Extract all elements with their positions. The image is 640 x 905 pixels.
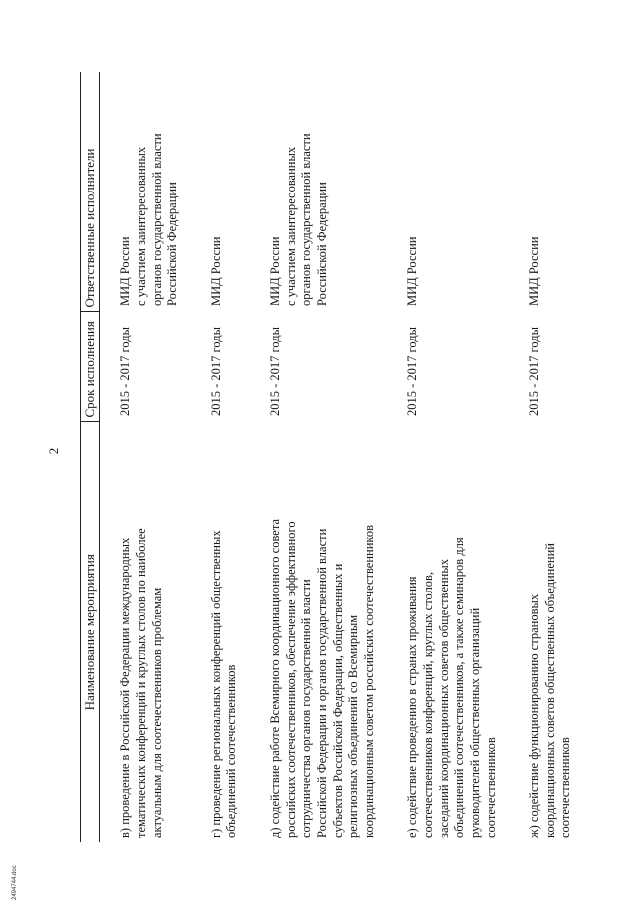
measures-table bbox=[80, 72, 584, 842]
executor-line: органов государственной власти bbox=[149, 133, 164, 306]
executor-line: МИД России bbox=[405, 236, 420, 306]
executors-cell bbox=[100, 72, 191, 312]
measure-name-line: российских соотечественников, обеспечение эффективного bbox=[283, 521, 298, 838]
term-cell: 2015 - 2017 годы bbox=[405, 326, 420, 416]
measure-name-line: заседаний координационных советов общественных bbox=[436, 558, 451, 838]
measure-name-line: ж) содействие функционированию страновых bbox=[527, 593, 542, 838]
executors-cell bbox=[387, 72, 509, 312]
executor-line: органов государственной власти bbox=[299, 133, 314, 306]
term-cell: 2015 - 2017 годы bbox=[118, 326, 133, 416]
table-row bbox=[250, 72, 387, 842]
term-cell: 2015 - 2017 годы bbox=[527, 326, 542, 416]
measure-name-line: соотечественников bbox=[558, 737, 573, 838]
table-row bbox=[100, 72, 191, 842]
executor-line: Российской Федерации bbox=[165, 182, 180, 306]
executors-cell bbox=[509, 72, 584, 312]
measure-name-line: е) содействие проведению в странах проживания bbox=[405, 576, 420, 838]
measure-name-cell bbox=[250, 422, 387, 842]
table-row bbox=[509, 72, 584, 842]
header-name: Наименование мероприятия bbox=[81, 422, 100, 842]
executor-line: Российской Федерации bbox=[314, 182, 329, 306]
term-cell: 2015 - 2017 годы bbox=[208, 326, 223, 416]
measure-name-cell bbox=[509, 422, 584, 842]
page-number: 2 bbox=[46, 447, 61, 455]
header-executors: Ответственные исполнители bbox=[81, 72, 100, 312]
measure-name-cell bbox=[191, 422, 250, 842]
measure-name-line: объединений соотечественников bbox=[224, 664, 239, 838]
term-cell: 2015 - 2017 годы bbox=[268, 326, 282, 416]
measure-name-line: сотрудничества органов государственной власти bbox=[299, 579, 314, 838]
executors-cell bbox=[250, 72, 387, 312]
header-term: Срок исполнения bbox=[81, 312, 100, 422]
measure-name-line: координационных советов общественных объединений bbox=[542, 543, 557, 838]
rotated-table-frame bbox=[80, 72, 600, 842]
table-header-row bbox=[81, 72, 100, 842]
executor-line: МИД России bbox=[268, 236, 282, 306]
measure-name-line: тематических конференций и круглых столов по наиболее bbox=[133, 528, 148, 838]
measure-name-line: соотечественников bbox=[483, 737, 498, 838]
measure-name-line: в) проведение в Российской Федерации международных bbox=[118, 537, 133, 838]
measure-name-cell bbox=[387, 422, 509, 842]
measure-name-line: руководителей общественных организаций bbox=[467, 607, 482, 838]
measure-name-line: д) содействие работе Всемирного координационного совета bbox=[268, 518, 282, 838]
executor-line: МИД России bbox=[208, 236, 223, 306]
table-row bbox=[387, 72, 509, 842]
executor-line: МИД России bbox=[527, 236, 542, 306]
measure-name-line: Российской Федерации и органов государственной власти bbox=[314, 528, 329, 838]
measure-name-line: координационным советом российских соотечественников bbox=[361, 524, 376, 838]
executors-cell bbox=[191, 72, 250, 312]
executor-line: с участием заинтересованных bbox=[283, 146, 298, 306]
measure-name-line: субъектов Российской Федерации, общественных и bbox=[330, 563, 345, 838]
measure-name-cell bbox=[100, 422, 191, 842]
document-file-code: 2494744.doc bbox=[12, 865, 18, 900]
measure-name-line: объединений соотечественников, а также семинаров для bbox=[452, 537, 467, 838]
executor-line: МИД России bbox=[118, 236, 133, 306]
table-row bbox=[191, 72, 250, 842]
measure-name-line: религиозных объединений со Всемирным bbox=[346, 614, 361, 838]
executor-line: с участием заинтересованных bbox=[133, 146, 148, 306]
measure-name-line: г) проведение региональных конференций общественных bbox=[208, 530, 223, 838]
measure-name-line: актуальным для соотечественников проблемам bbox=[149, 587, 164, 838]
measure-name-line: соотечественников конференций, круглых столов, bbox=[421, 571, 435, 838]
